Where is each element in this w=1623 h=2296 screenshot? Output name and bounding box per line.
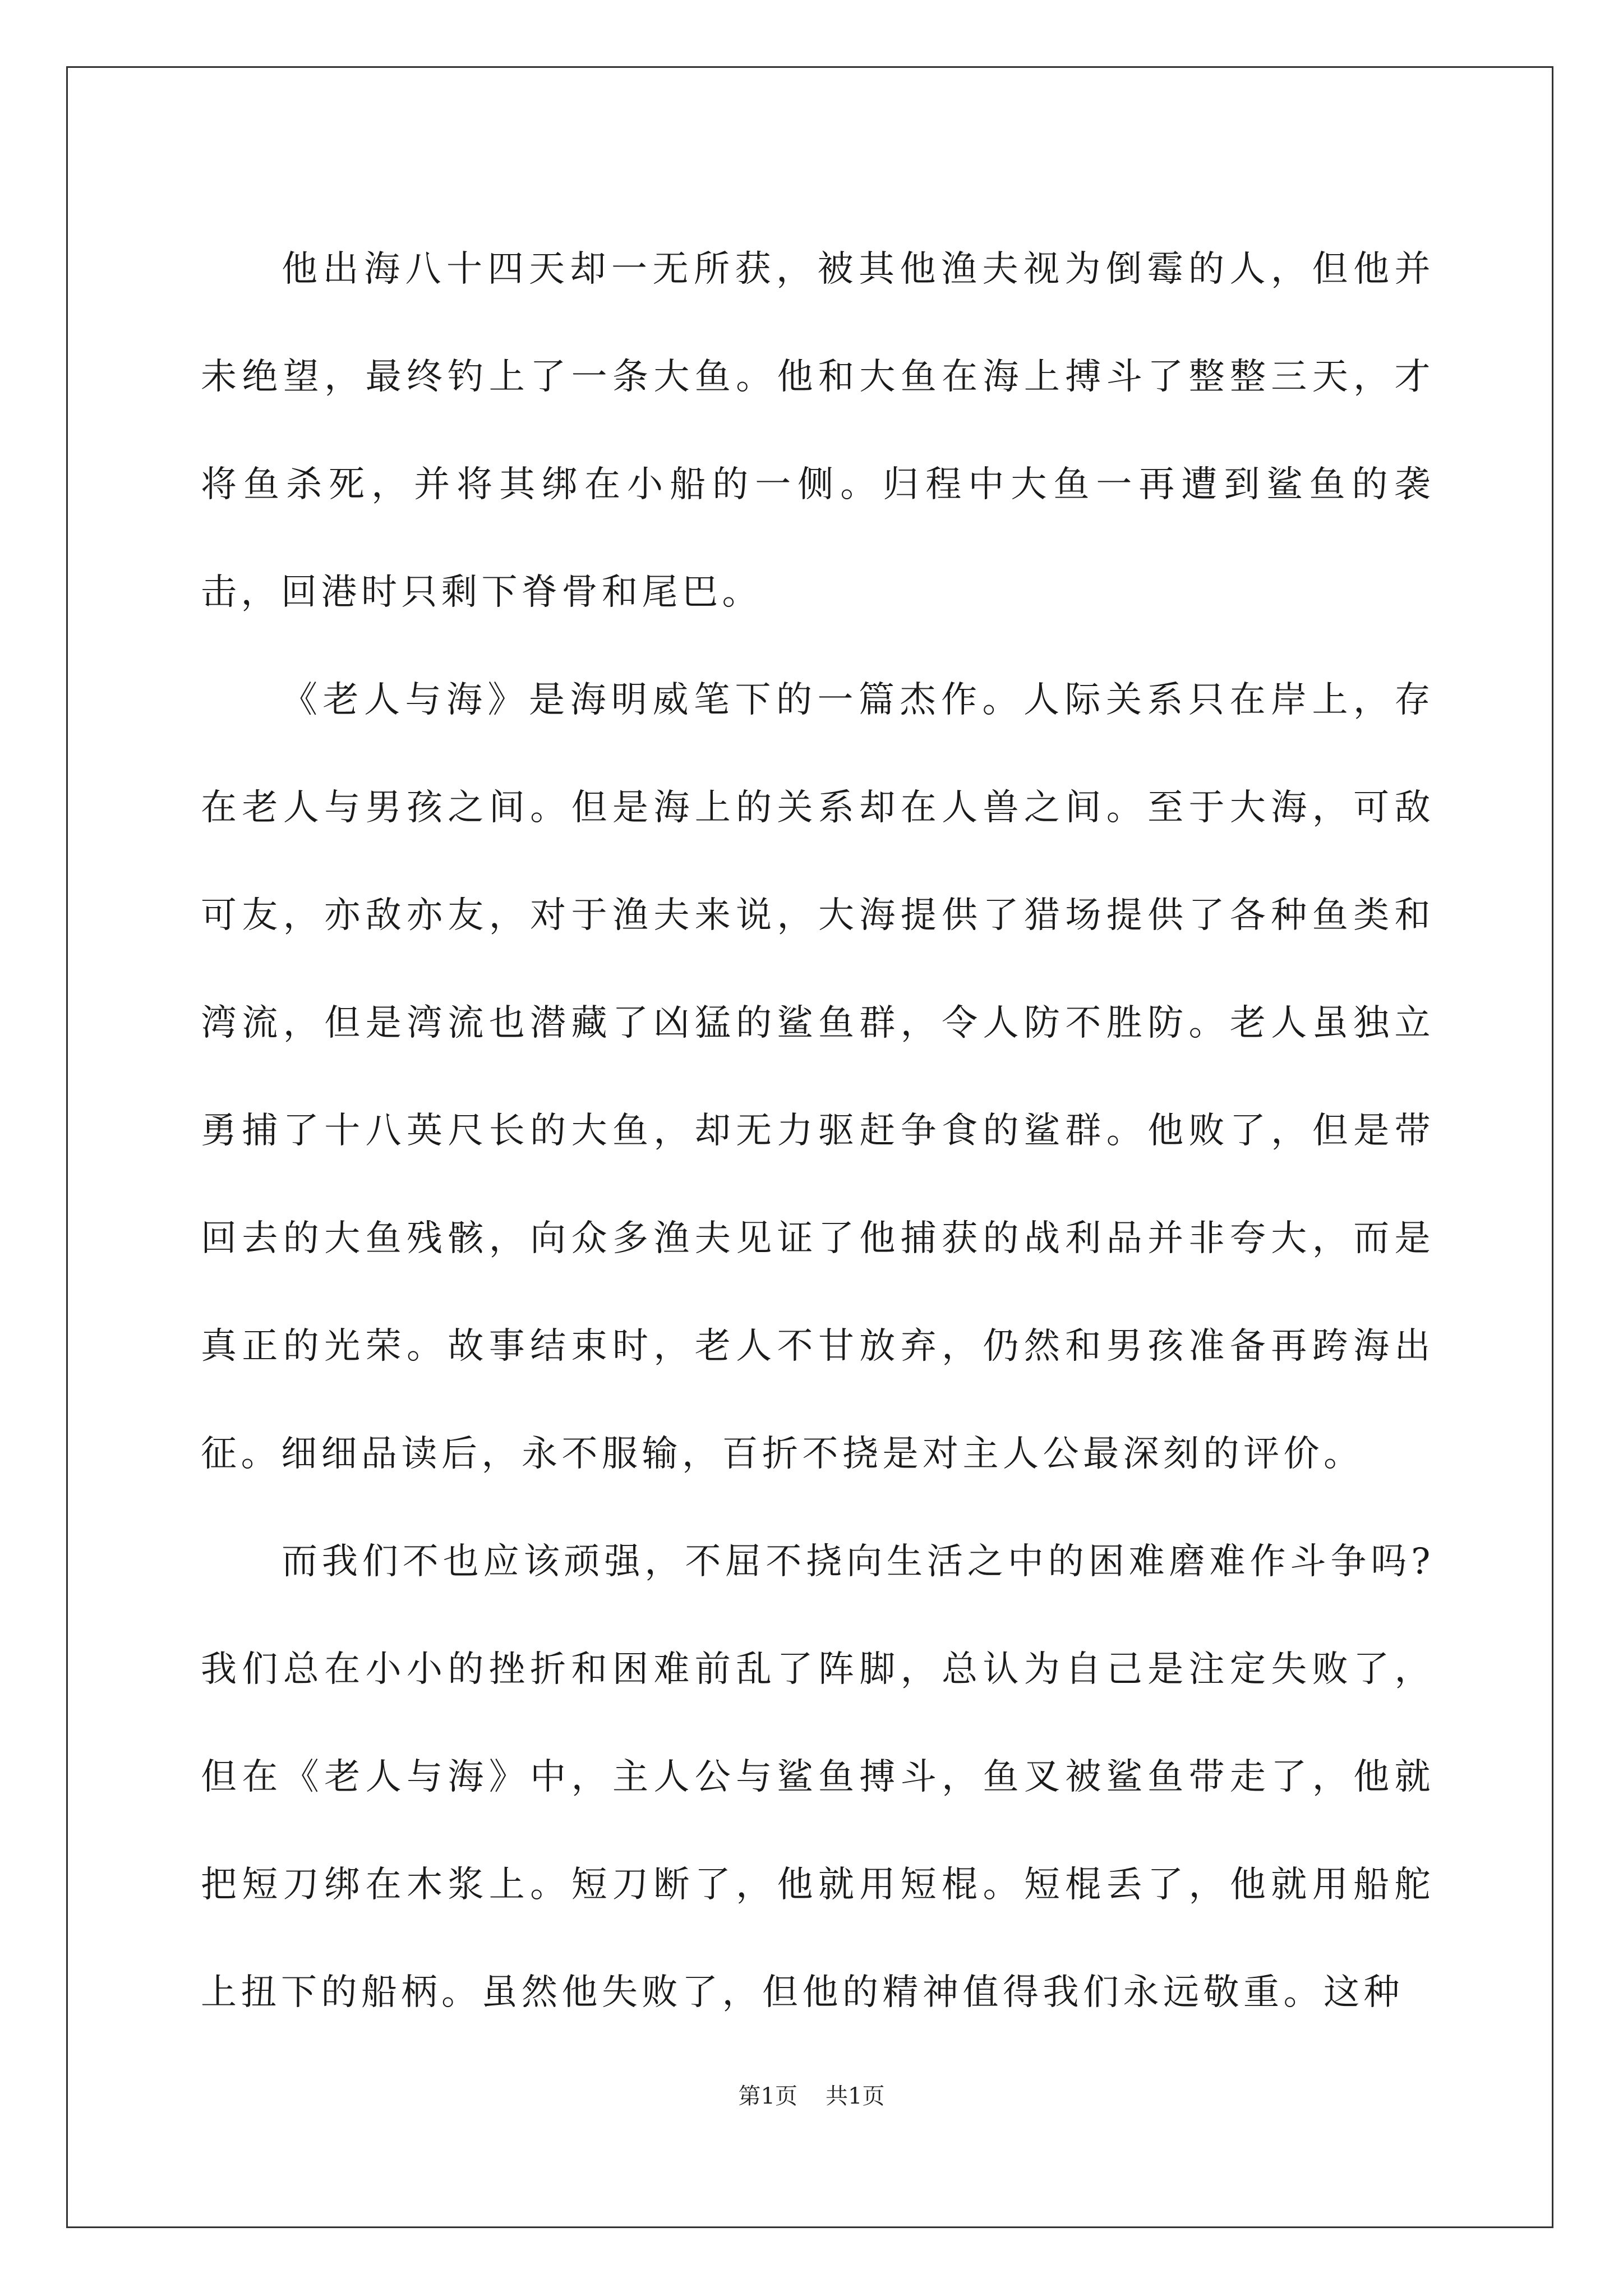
paragraph-2: 《老人与海》是海明威笔下的一篇杰作。人际关系只在岸上，存在老人与男孩之间。但是海上的关系却在人兽之间。至于大海，可敌可友，亦敌亦友，对于渔夫来说，大海提供了猎场提供了各种鱼类和湾流，但是湾流也潜藏了凶猛的鲨鱼群，令人防不胜防。老人虽独立勇捕了十八英尺长的大鱼，却无力驱赶争食的鲨群。他败了，但是带回去的大鱼残骸，向众多渔夫见证了他捕获的战利品并非夸大，而是真正的光荣。故事结束时，老人不甘放弃，仍然和男孩准备再跨海出征。细细品读后，永不服输，百折不挠是对主人公最深刻的评价。 bbox=[201, 679, 1435, 1475]
document-body bbox=[201, 215, 1435, 2046]
paragraph-1: 他出海八十四天却一无所获，被其他渔夫视为倒霉的人，但他并未绝望，最终钓上了一条大鱼。他和大鱼在海上搏斗了整整三天，才将鱼杀死，并将其绑在小船的一侧。归程中大鱼一再遭到鲨鱼的袭击，回港时只剩下脊骨和尾巴。 bbox=[201, 249, 1435, 613]
page-number-total: 共1页 bbox=[826, 2083, 885, 2109]
page-footer bbox=[0, 2082, 1623, 2110]
paragraph-3: 而我们不也应该顽强，不屈不挠向生活之中的困难磨难作斗争吗?我们总在小小的挫折和困难前乱了阵脚，总认为自己是注定失败了，但在《老人与海》中，主人公与鲨鱼搏斗，鱼叉被鲨鱼带走了，他就把短刀绑在木浆上。短刀断了，他就用短棍。短棍丢了，他就用船舵上扭下的船柄。虽然他失败了，但他的精神值得我们永远敬重。这种 bbox=[201, 1541, 1435, 2013]
page-number-current: 第1页 bbox=[738, 2083, 797, 2109]
